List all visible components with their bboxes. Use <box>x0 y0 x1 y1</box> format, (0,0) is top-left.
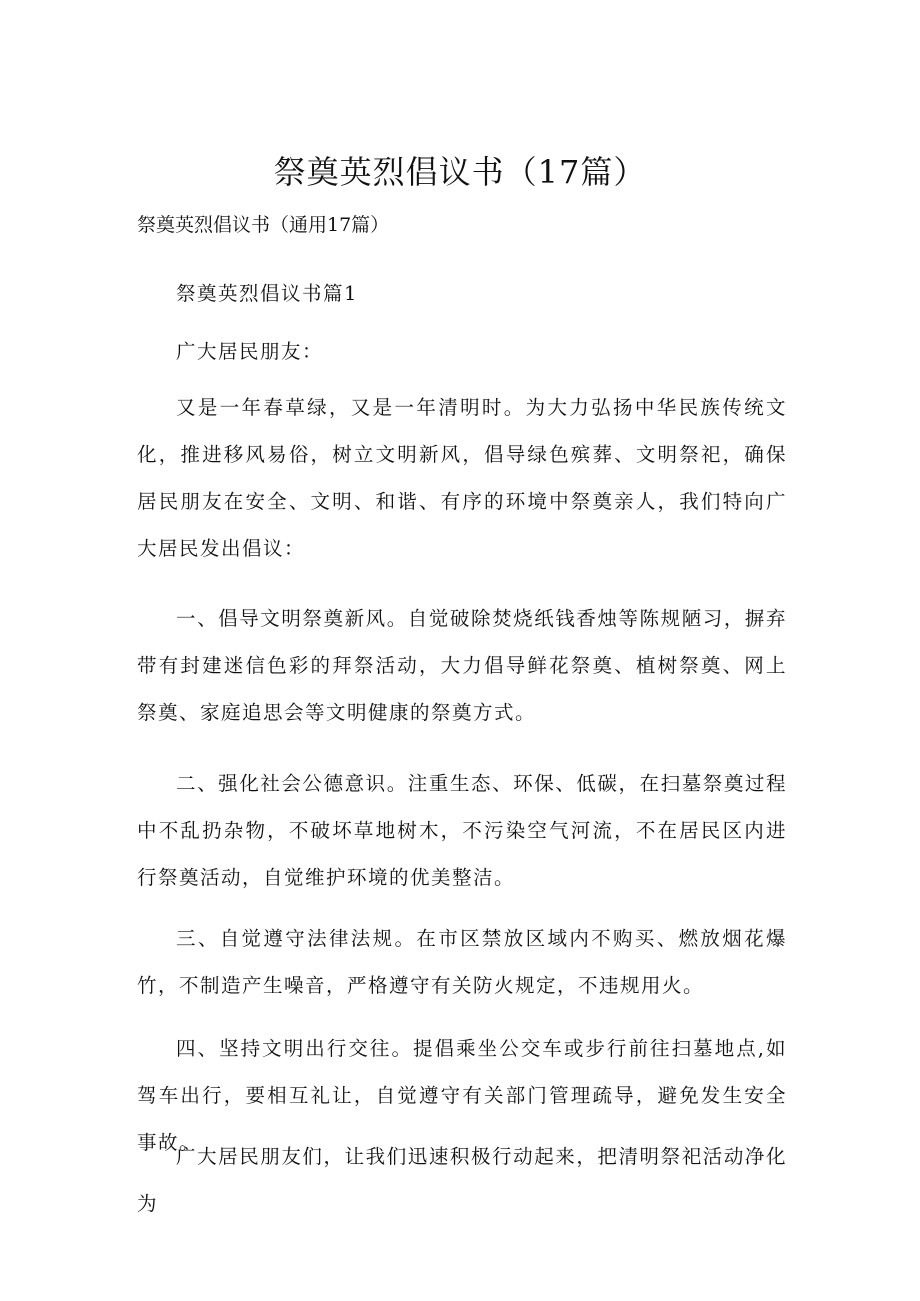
paragraph-closing: 广大居民朋友们，让我们迅速积极行动起来，把清明祭祀活动净化为 <box>137 1145 787 1215</box>
document-title: 祭奠英烈倡议书（17篇） <box>273 153 647 191</box>
paragraph-item-4: 四、坚持文明出行交往。提倡乘坐公交车或步行前往扫墓地点,如驾车出行，要相互礼让，自觉遵守有关部门管理疏导，避免发生安全事故。 <box>137 1037 787 1154</box>
paragraph-item-3: 三、自觉遵守法律法规。在市区禁放区域内不购买、燃放烟花爆竹，不制造产生噪音，严格遵守有关防火规定，不违规用火。 <box>137 927 787 997</box>
paragraph-item-2: 二、强化社会公德意识。注重生态、环保、低碳，在扫墓祭奠过程中不乱扔杂物，不破坏草地树木，不污染空气河流，不在居民区内进行祭奠活动，自觉维护环境的优美整洁。 <box>137 772 787 889</box>
salutation: 广大居民朋友： <box>176 340 324 363</box>
paragraph-intro: 又是一年春草绿，又是一年清明时。为大力弘扬中华民族传统文化，推进移风易俗，树立文明新风，倡导绿色殡葬、文明祭祀，确保居民朋友在安全、文明、和谐、有序的环境中祭奠亲人，我们特向广大居民发出倡议： <box>137 396 787 560</box>
section-heading: 祭奠英烈倡议书篇1 <box>176 282 358 305</box>
document-subtitle: 祭奠英烈倡议书（通用17篇） <box>137 214 390 236</box>
paragraph-item-1: 一、倡导文明祭奠新风。自觉破除焚烧纸钱香烛等陈规陋习，摒弃带有封建迷信色彩的拜祭活动，大力倡导鲜花祭奠、植树祭奠、网上祭奠、家庭追思会等文明健康的祭奠方式。 <box>137 607 787 724</box>
